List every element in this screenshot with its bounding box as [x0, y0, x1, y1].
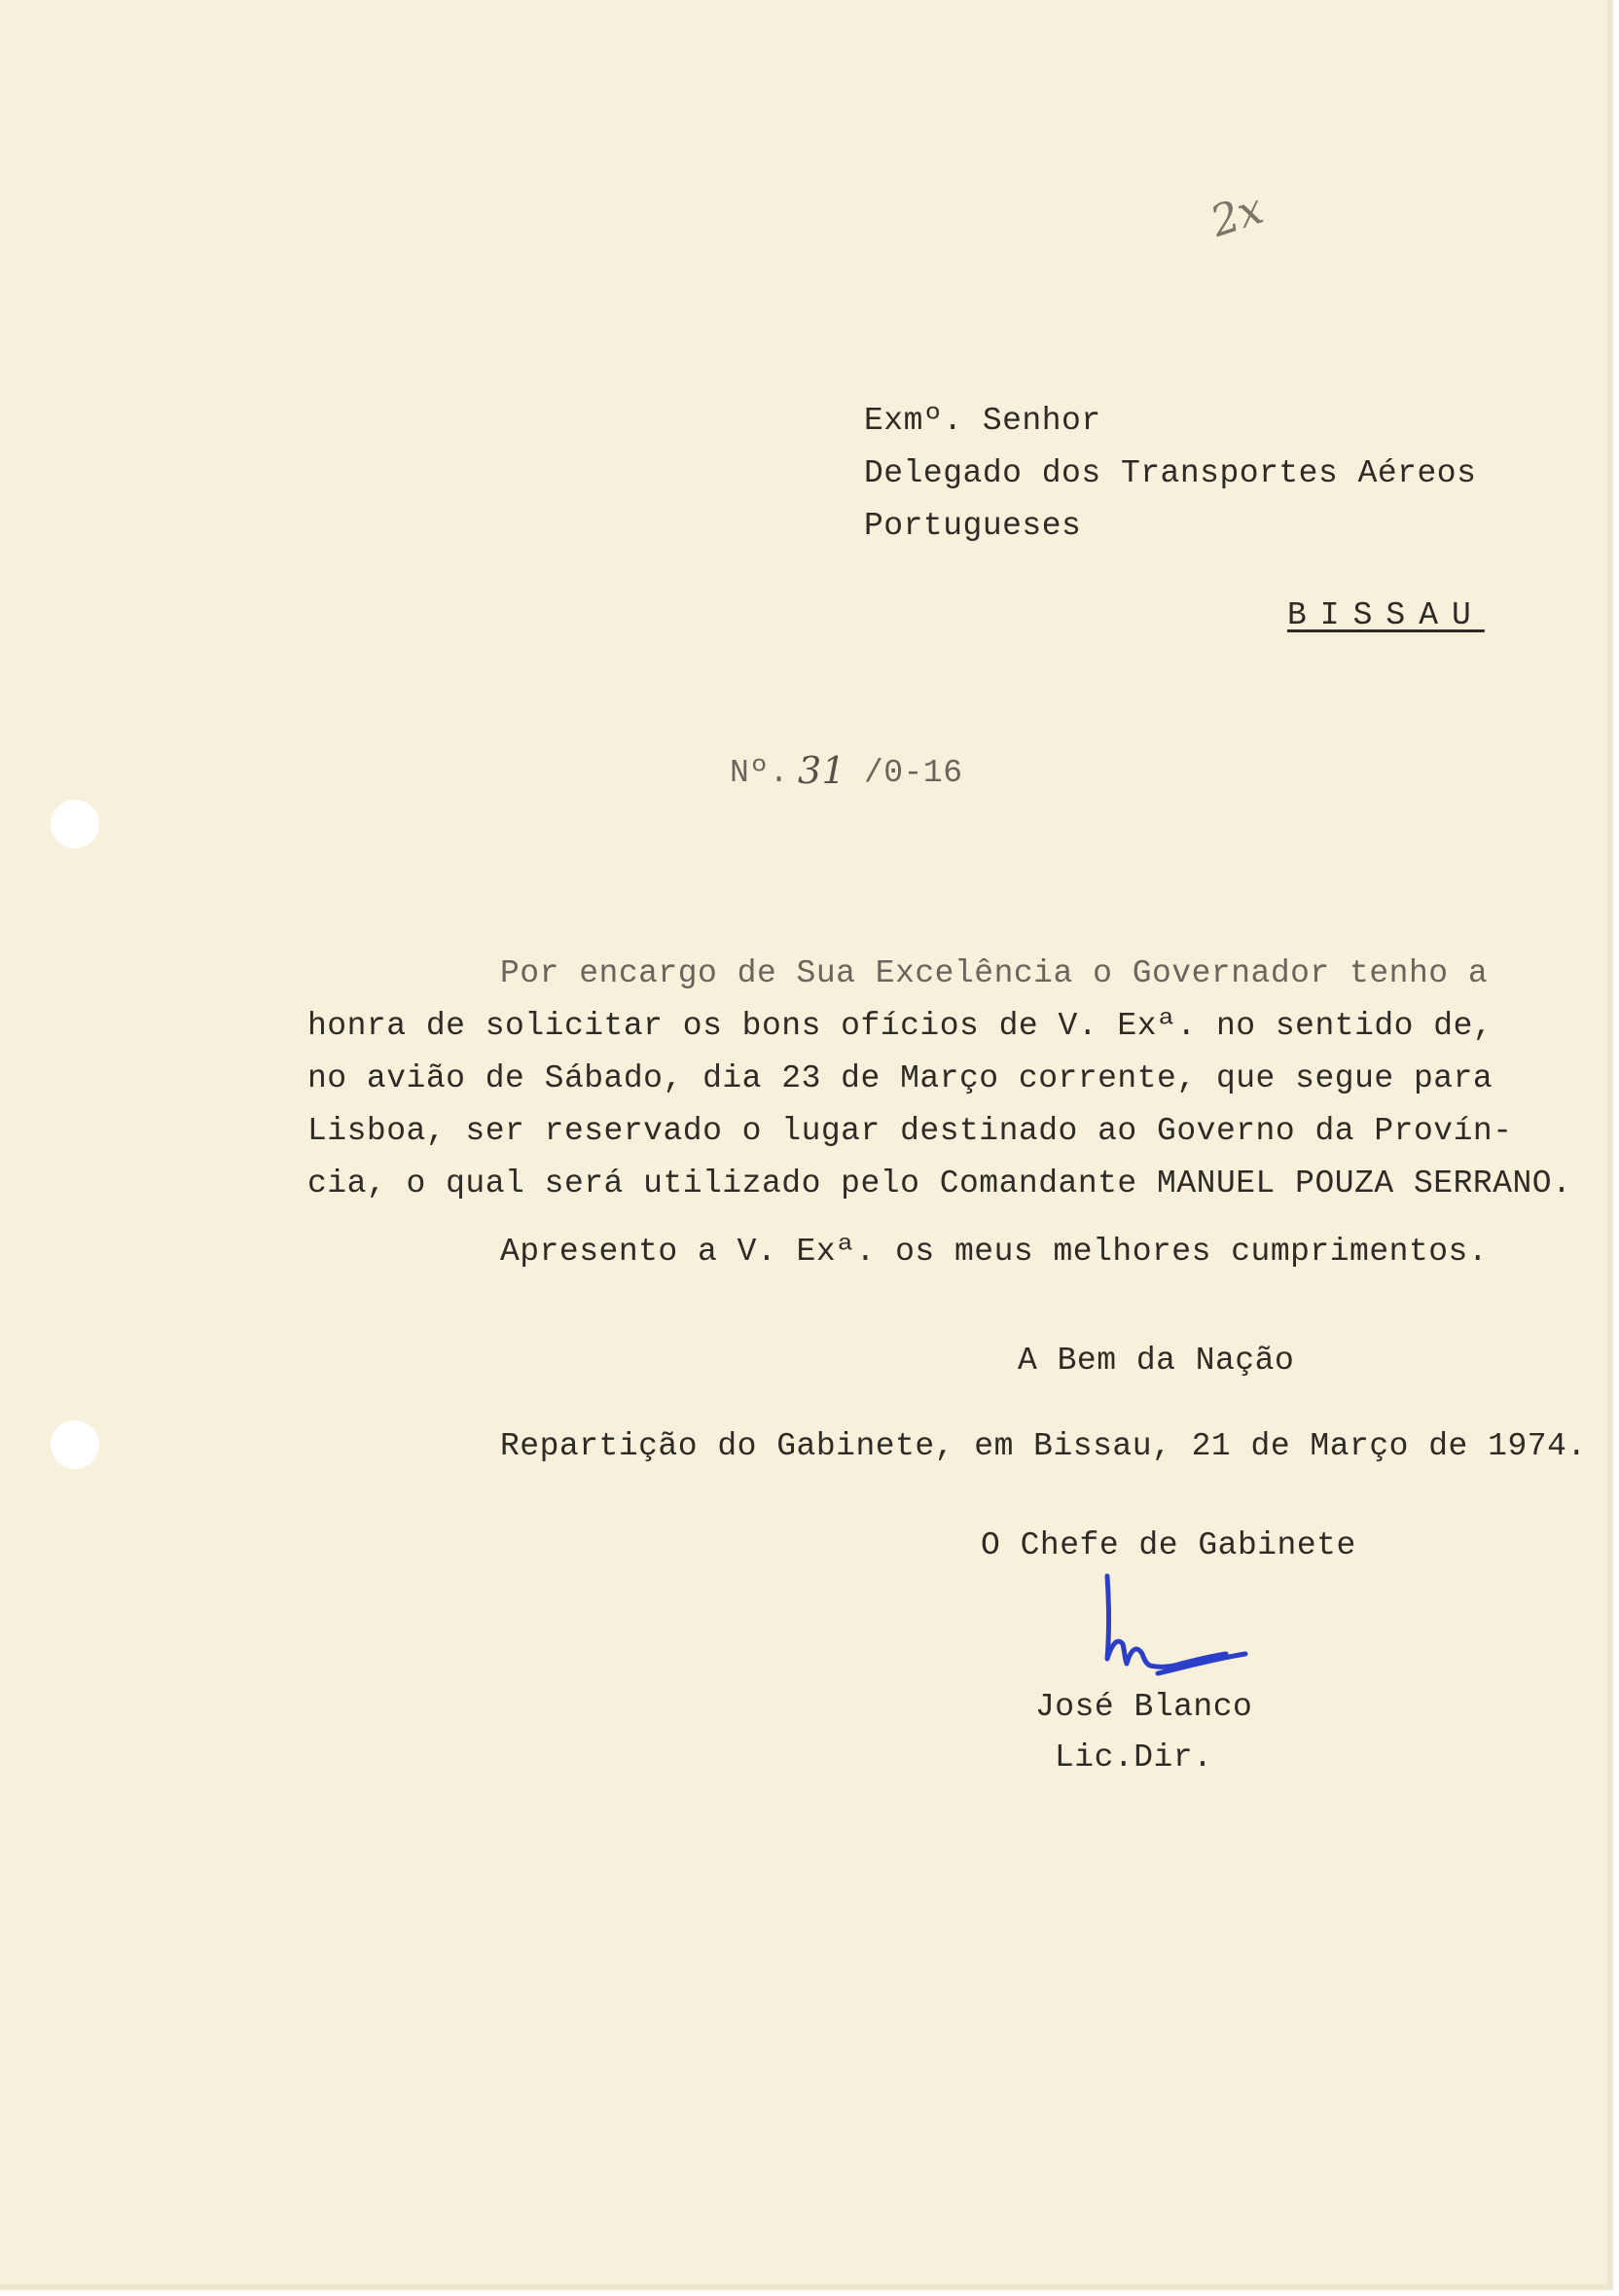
reference-suffix: /0-16 [864, 755, 963, 791]
punch-hole-top [51, 800, 99, 848]
closing-place-date: Repartição do Gabinete, em Bissau, 21 de Março de 1974. [500, 1428, 1587, 1464]
reference-prefix: Nº. [730, 755, 789, 791]
punch-hole-bottom [51, 1420, 99, 1469]
body-line-3: no avião de Sábado, dia 23 de Março corrente, que segue para [307, 1060, 1493, 1096]
addressee-city: BISSAU [1287, 597, 1485, 633]
addressee-line3: Portugueses [864, 508, 1082, 544]
signatory-degree: Lic.Dir. [1055, 1740, 1213, 1776]
page-mark: 2x [1205, 184, 1270, 247]
reference-number: 31 [798, 749, 846, 792]
closing-motto: A Bem da Nação [1018, 1343, 1295, 1379]
body-line-1: Por encargo de Sua Excelência o Governador tenho a [500, 955, 1489, 991]
closing-title: O Chefe de Gabinete [981, 1527, 1356, 1563]
body-paragraph-2: Apresento a V. Exª. os meus melhores cumprimentos. [500, 1234, 1489, 1270]
addressee-line1: Exmº. Senhor [864, 403, 1101, 439]
body-line-4: Lisboa, ser reservado o lugar destinado ao Governo da Provín- [307, 1113, 1513, 1149]
signatory-name: José Blanco [1035, 1689, 1253, 1725]
body-line-2: honra de solicitar os bons ofícios de V. Exª. no sentido de, [307, 1008, 1493, 1044]
addressee-line2: Delegado dos Transportes Aéreos [864, 455, 1477, 491]
body-line-5: cia, o qual será utilizado pelo Comandante MANUEL POUZA SERRANO. [307, 1166, 1572, 1202]
